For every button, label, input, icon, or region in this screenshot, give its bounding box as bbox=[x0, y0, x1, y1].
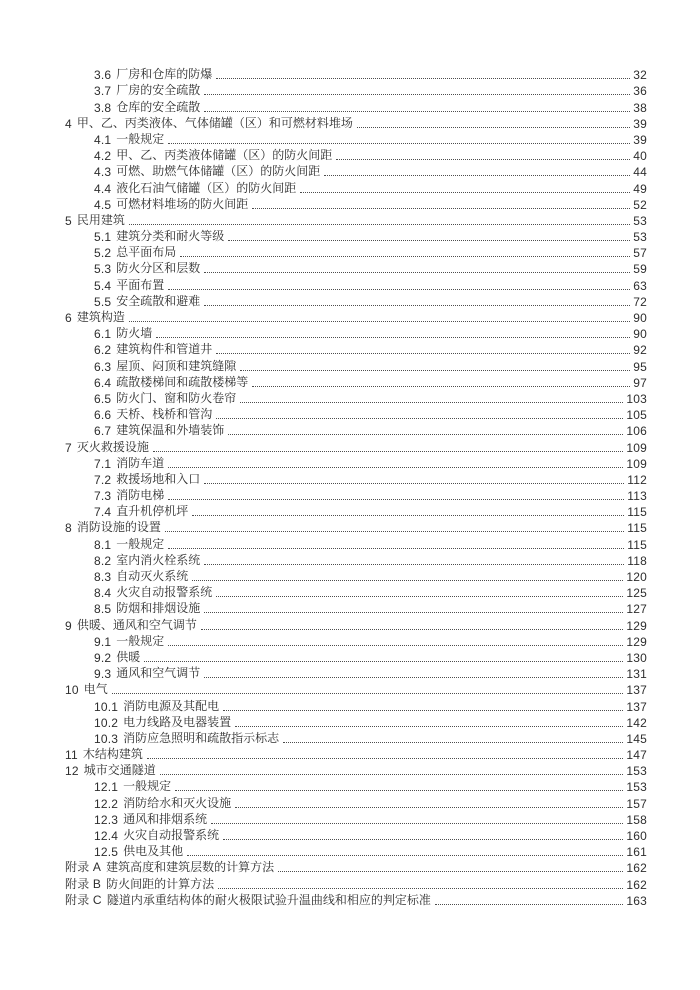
toc-entry bbox=[0, 568, 700, 584]
toc-entry bbox=[0, 471, 700, 487]
toc-entry-number: 8.2 bbox=[94, 553, 112, 568]
toc-entry-page-number: 113 bbox=[627, 489, 647, 504]
dotted-leader bbox=[235, 726, 623, 727]
toc-entry-page-number: 53 bbox=[633, 213, 647, 228]
toc-entry bbox=[0, 196, 700, 212]
toc-entry bbox=[0, 82, 700, 98]
toc-entry-title: 供电及其他 bbox=[123, 844, 184, 859]
toc-entry-number: 4 bbox=[65, 116, 72, 131]
dotted-leader bbox=[147, 758, 624, 759]
dotted-leader bbox=[278, 871, 623, 872]
dotted-leader bbox=[216, 353, 630, 354]
toc-entry-page-number: 142 bbox=[626, 715, 647, 730]
toc-entry-page-number: 39 bbox=[633, 132, 647, 147]
toc-entry-title: 电力线路及电器装置 bbox=[123, 714, 232, 729]
toc-entry bbox=[0, 276, 700, 292]
toc-entry-page-number: 53 bbox=[633, 230, 647, 245]
toc-entry bbox=[0, 811, 700, 827]
toc-entry-number: 5.3 bbox=[94, 262, 112, 277]
toc-entry-title: 厂房和仓库的防爆 bbox=[116, 67, 213, 82]
toc-entry-number: 10 bbox=[65, 683, 79, 698]
toc-entry-number: 10.2 bbox=[94, 715, 119, 730]
toc-entry-page-number: 112 bbox=[627, 472, 647, 487]
dotted-leader bbox=[240, 402, 623, 403]
toc-entry-title: 隧道内承重结构体的耐火极限试验升温曲线和相应的判定标准 bbox=[106, 892, 431, 907]
toc-entry-title: 消防设施的设置 bbox=[76, 520, 161, 535]
dotted-leader bbox=[216, 596, 623, 597]
toc-entry bbox=[0, 228, 700, 244]
dotted-leader bbox=[129, 321, 630, 322]
toc-entry-number: 4.1 bbox=[94, 132, 112, 147]
dotted-leader bbox=[175, 790, 623, 791]
toc-entry-number: 6.1 bbox=[94, 327, 112, 342]
toc-entry-page-number: 147 bbox=[626, 748, 647, 763]
toc-entry-number: 7.3 bbox=[94, 489, 112, 504]
toc-entry-page-number: 127 bbox=[626, 602, 647, 617]
toc-entry-page-number: 161 bbox=[626, 845, 647, 860]
toc-entry bbox=[0, 66, 700, 82]
dotted-leader bbox=[187, 855, 623, 856]
toc-entry-title: 天桥、栈桥和管沟 bbox=[116, 407, 213, 422]
dotted-leader bbox=[223, 710, 623, 711]
dotted-leader bbox=[283, 742, 623, 743]
toc-entry-number: 6.2 bbox=[94, 343, 112, 358]
toc-entry-page-number: 109 bbox=[626, 440, 647, 455]
toc-entry-number: 6.6 bbox=[94, 408, 112, 423]
toc-entry-number: 8.4 bbox=[94, 586, 112, 601]
toc-entry-number: 7.2 bbox=[94, 472, 112, 487]
toc-entry-title: 建筑构造 bbox=[76, 310, 125, 324]
toc-entry bbox=[0, 778, 700, 794]
toc-entry-title: 直升机停机坪 bbox=[116, 504, 189, 519]
toc-entry-title: 可燃材料堆场的防火间距 bbox=[116, 196, 249, 211]
dotted-leader bbox=[204, 612, 623, 613]
toc-entry-page-number: 115 bbox=[627, 521, 647, 536]
toc-entry bbox=[0, 260, 700, 276]
toc-entry-number: 8.1 bbox=[94, 537, 112, 552]
toc-entry bbox=[0, 730, 700, 746]
toc-entry bbox=[0, 827, 700, 843]
toc-entry-title: 一般规定 bbox=[116, 633, 165, 648]
toc-entry-page-number: 130 bbox=[626, 650, 647, 665]
toc-entry-page-number: 49 bbox=[633, 181, 647, 196]
toc-entry-title: 通风和排烟系统 bbox=[123, 811, 208, 826]
toc-entry bbox=[0, 552, 700, 568]
toc-entry-title: 一般规定 bbox=[116, 536, 165, 551]
dotted-leader bbox=[156, 337, 630, 338]
dotted-leader bbox=[211, 823, 623, 824]
toc-entry-number: 12.5 bbox=[94, 845, 119, 860]
toc-entry-title: 木结构建筑 bbox=[82, 747, 143, 762]
toc-entry-page-number: 63 bbox=[633, 278, 647, 293]
toc-entry-title: 建筑高度和建筑层数的计算方法 bbox=[106, 860, 275, 875]
toc-entry-title: 通风和空气调节 bbox=[116, 666, 201, 681]
toc-entry-page-number: 153 bbox=[626, 764, 647, 779]
toc-entry bbox=[0, 293, 700, 309]
dotted-leader bbox=[204, 272, 630, 273]
toc-entry bbox=[0, 115, 700, 131]
dotted-leader bbox=[216, 418, 623, 419]
toc-entry-title: 消防电源及其配电 bbox=[123, 698, 220, 713]
dotted-leader bbox=[204, 305, 630, 306]
toc-entry bbox=[0, 681, 700, 697]
toc-entry-number: 12.1 bbox=[94, 780, 119, 795]
toc-entry-title: 安全疏散和避难 bbox=[116, 293, 201, 308]
toc-entry-title: 液化石油气储罐（区）的防火间距 bbox=[116, 180, 297, 195]
toc-entry-title: 防烟和排烟设施 bbox=[116, 601, 201, 616]
toc-entry bbox=[0, 244, 700, 260]
toc-entry-title: 消防给水和灭火设施 bbox=[123, 795, 232, 810]
toc-entry-number: 5 bbox=[65, 213, 72, 228]
toc-entry bbox=[0, 859, 700, 875]
toc-entry-number: 8.3 bbox=[94, 570, 112, 584]
toc-entry-number: 9.2 bbox=[94, 650, 112, 665]
dotted-leader bbox=[168, 645, 623, 646]
dotted-leader bbox=[300, 192, 630, 193]
toc-entry-title: 防火门、窗和防火卷帘 bbox=[116, 390, 237, 405]
toc-entry-page-number: 39 bbox=[633, 116, 647, 131]
toc-entry bbox=[0, 163, 700, 179]
toc-entry-number: 6.5 bbox=[94, 391, 112, 406]
toc-entry-page-number: 105 bbox=[626, 408, 647, 423]
dotted-leader bbox=[168, 289, 630, 290]
toc-entry-page-number: 38 bbox=[633, 100, 647, 115]
toc-entry bbox=[0, 714, 700, 730]
toc-entry-page-number: 106 bbox=[626, 424, 647, 439]
toc-entry bbox=[0, 309, 700, 325]
toc-entry-title: 室内消火栓系统 bbox=[116, 552, 201, 567]
toc-entry-number: 附录 A bbox=[65, 860, 102, 875]
toc-entry-title: 仓库的安全疏散 bbox=[116, 99, 201, 114]
toc-entry-title: 灭火救援设施 bbox=[76, 439, 149, 454]
dotted-leader bbox=[168, 548, 624, 549]
toc-entry-page-number: 72 bbox=[633, 294, 647, 309]
dotted-leader bbox=[204, 677, 623, 678]
toc-entry-title: 疏散楼梯间和疏散楼梯等 bbox=[116, 374, 249, 389]
toc-entry-title: 一般规定 bbox=[116, 131, 165, 146]
toc-entry-page-number: 115 bbox=[627, 537, 647, 552]
dotted-leader bbox=[168, 143, 630, 144]
dotted-leader bbox=[165, 531, 624, 532]
dotted-leader bbox=[168, 499, 624, 500]
toc-entry-page-number: 52 bbox=[633, 197, 647, 212]
toc-entry bbox=[0, 892, 700, 908]
toc-entry bbox=[0, 649, 700, 665]
toc-entry-page-number: 90 bbox=[633, 311, 647, 325]
toc-entry bbox=[0, 179, 700, 195]
toc-entry-page-number: 103 bbox=[626, 391, 647, 406]
toc-entry-title: 平面布置 bbox=[116, 277, 165, 292]
dotted-leader bbox=[252, 386, 630, 387]
toc-entry-number: 12.3 bbox=[94, 812, 119, 827]
toc-entry-number: 10.3 bbox=[94, 731, 119, 746]
toc-entry-page-number: 153 bbox=[626, 780, 647, 795]
toc-entry bbox=[0, 633, 700, 649]
toc-entry bbox=[0, 212, 700, 228]
toc-entry bbox=[0, 762, 700, 778]
toc-entry-page-number: 162 bbox=[626, 877, 647, 892]
toc-entry bbox=[0, 697, 700, 713]
toc-entry bbox=[0, 600, 700, 616]
toc-entry-page-number: 44 bbox=[633, 165, 647, 180]
toc-entry-page-number: 125 bbox=[626, 586, 647, 601]
toc-entry-title: 城市交通隧道 bbox=[83, 763, 156, 778]
toc-entry-number: 6.3 bbox=[94, 359, 112, 374]
toc-entry-number: 9.3 bbox=[94, 667, 112, 682]
toc-entry-number: 5.1 bbox=[94, 230, 112, 245]
toc-entry-number: 8.5 bbox=[94, 602, 112, 617]
toc-entry-page-number: 120 bbox=[626, 570, 647, 584]
toc-entry-page-number: 129 bbox=[626, 618, 647, 633]
dotted-leader bbox=[336, 159, 630, 160]
toc-entry bbox=[0, 665, 700, 681]
dotted-leader bbox=[168, 467, 623, 468]
toc-entry bbox=[0, 98, 700, 114]
dotted-leader bbox=[228, 240, 630, 241]
toc-entry-title: 防火间距的计算方法 bbox=[106, 876, 215, 891]
toc-entry-title: 总平面布局 bbox=[116, 245, 177, 260]
toc-entry-number: 9.1 bbox=[94, 634, 112, 649]
dotted-leader bbox=[204, 483, 624, 484]
toc-entry-number: 3.6 bbox=[94, 68, 112, 83]
dotted-leader bbox=[204, 94, 630, 95]
toc-entry-number: 4.4 bbox=[94, 181, 112, 196]
toc-entry-number: 4.2 bbox=[94, 149, 112, 164]
dotted-leader bbox=[324, 175, 630, 176]
toc-entry-number: 12.2 bbox=[94, 796, 119, 811]
dotted-leader bbox=[112, 693, 624, 694]
toc-entry bbox=[0, 487, 700, 503]
toc-entry-number: 4.5 bbox=[94, 197, 112, 212]
toc-entry bbox=[0, 341, 700, 357]
toc-entry-page-number: 95 bbox=[633, 359, 647, 374]
toc-entry-number: 6.4 bbox=[94, 375, 112, 390]
toc-entry-number: 附录 B bbox=[65, 876, 102, 891]
toc-entry-page-number: 40 bbox=[633, 149, 647, 164]
toc-entry bbox=[0, 131, 700, 147]
toc-entry-page-number: 115 bbox=[627, 505, 647, 520]
toc-entry-number: 6 bbox=[65, 311, 72, 325]
toc-entry-number: 9 bbox=[65, 618, 72, 633]
toc-entry bbox=[0, 390, 700, 406]
toc-entry-title: 屋顶、闷顶和建筑缝隙 bbox=[116, 358, 237, 373]
dotted-leader bbox=[192, 580, 623, 581]
dotted-leader bbox=[204, 564, 624, 565]
toc-entry-title: 防火墙 bbox=[116, 326, 153, 341]
toc-entry-number: 7 bbox=[65, 440, 72, 455]
toc-entry-page-number: 59 bbox=[633, 262, 647, 277]
dotted-leader bbox=[160, 774, 624, 775]
toc-entry-title: 防火分区和层数 bbox=[116, 261, 201, 276]
toc-entry-page-number: 145 bbox=[626, 731, 647, 746]
dotted-leader bbox=[252, 208, 630, 209]
toc-entry-number: 5.5 bbox=[94, 294, 112, 309]
dotted-leader bbox=[435, 904, 624, 905]
toc-entry-number: 3.7 bbox=[94, 84, 112, 99]
toc-entry-number: 10.1 bbox=[94, 699, 119, 714]
dotted-leader bbox=[216, 78, 630, 79]
toc-entry-page-number: 160 bbox=[626, 829, 647, 843]
toc-entry-title: 供暖 bbox=[116, 649, 141, 664]
dotted-leader bbox=[204, 111, 630, 112]
dotted-leader bbox=[235, 807, 623, 808]
toc-entry bbox=[0, 519, 700, 535]
toc-entry bbox=[0, 843, 700, 859]
toc-entry-page-number: 162 bbox=[626, 861, 647, 876]
toc-entry-number: 8 bbox=[65, 521, 72, 536]
toc-entry bbox=[0, 616, 700, 632]
dotted-leader bbox=[144, 661, 623, 662]
toc-entry-page-number: 97 bbox=[633, 375, 647, 390]
toc-entry-number: 7.1 bbox=[94, 456, 112, 471]
toc-entry-title: 救援场地和入口 bbox=[116, 471, 201, 486]
dotted-leader bbox=[129, 224, 630, 225]
dotted-leader bbox=[228, 434, 623, 435]
toc-entry-title: 一般规定 bbox=[123, 779, 172, 794]
dotted-leader bbox=[201, 629, 623, 630]
toc-entry bbox=[0, 875, 700, 891]
toc-entry-page-number: 90 bbox=[633, 327, 647, 342]
toc-entry-title: 供暖、通风和空气调节 bbox=[76, 617, 197, 632]
toc-entry-title: 建筑构件和管道井 bbox=[116, 342, 213, 357]
toc-entry-number: 11 bbox=[65, 748, 78, 763]
toc-entry-title: 建筑分类和耐火等级 bbox=[116, 229, 225, 244]
toc-entry bbox=[0, 584, 700, 600]
toc-entry-page-number: 118 bbox=[627, 553, 647, 568]
dotted-leader bbox=[192, 515, 624, 516]
toc-entry-page-number: 137 bbox=[626, 699, 647, 714]
dotted-leader bbox=[240, 370, 630, 371]
toc-entry-page-number: 109 bbox=[626, 456, 647, 471]
toc-entry-title: 消防电梯 bbox=[116, 488, 165, 503]
toc-entry-title: 自动灭火系统 bbox=[116, 569, 189, 583]
dotted-leader bbox=[357, 127, 630, 128]
toc-entry-page-number: 129 bbox=[626, 634, 647, 649]
toc-entry-title: 厂房的安全疏散 bbox=[116, 83, 201, 98]
dotted-leader bbox=[153, 451, 623, 452]
toc-entry-page-number: 131 bbox=[626, 667, 647, 682]
toc-entry-title: 消防车道 bbox=[116, 455, 165, 470]
toc-entry bbox=[0, 503, 700, 519]
toc-entry-number: 12 bbox=[65, 764, 79, 779]
toc-entry-page-number: 163 bbox=[626, 893, 647, 908]
toc-entry-number: 附录 C bbox=[65, 892, 102, 907]
toc-entry bbox=[0, 746, 700, 762]
toc-entry-number: 7.4 bbox=[94, 505, 112, 520]
toc-entry-title: 消防应急照明和疏散指示标志 bbox=[123, 730, 280, 745]
toc-entry-page-number: 137 bbox=[626, 683, 647, 698]
toc-entry-title: 民用建筑 bbox=[76, 212, 125, 227]
toc-entry-title: 电气 bbox=[83, 682, 108, 697]
toc-entry bbox=[0, 325, 700, 341]
dotted-leader bbox=[180, 256, 630, 257]
toc-entry-title: 甲、乙、丙类液体储罐（区）的防火间距 bbox=[116, 148, 333, 163]
toc-entry bbox=[0, 374, 700, 390]
toc-entry-page-number: 157 bbox=[626, 796, 647, 811]
toc-entry-page-number: 158 bbox=[626, 812, 647, 827]
table-of-contents bbox=[0, 66, 700, 908]
dotted-leader bbox=[223, 839, 623, 840]
toc-entry-number: 12.4 bbox=[94, 829, 119, 843]
toc-entry-title: 火灾自动报警系统 bbox=[123, 828, 220, 842]
toc-entry-number: 5.2 bbox=[94, 246, 112, 261]
toc-entry bbox=[0, 438, 700, 454]
toc-entry-number: 4.3 bbox=[94, 165, 112, 180]
toc-entry bbox=[0, 422, 700, 438]
dotted-leader bbox=[218, 888, 623, 889]
toc-entry-title: 可燃、助燃气体储罐（区）的防火间距 bbox=[116, 164, 321, 179]
toc-entry bbox=[0, 794, 700, 810]
toc-entry bbox=[0, 147, 700, 163]
toc-entry-page-number: 57 bbox=[633, 246, 647, 261]
toc-entry-title: 甲、乙、丙类液体、气体储罐（区）和可燃材料堆场 bbox=[76, 115, 353, 130]
toc-entry-title: 火灾自动报警系统 bbox=[116, 585, 213, 600]
toc-entry bbox=[0, 455, 700, 471]
toc-entry-page-number: 32 bbox=[633, 68, 647, 83]
toc-entry-number: 3.8 bbox=[94, 100, 112, 115]
toc-entry-number: 5.4 bbox=[94, 278, 112, 293]
toc-entry bbox=[0, 406, 700, 422]
toc-entry bbox=[0, 357, 700, 373]
toc-entry-page-number: 92 bbox=[633, 343, 647, 358]
toc-entry-page-number: 36 bbox=[633, 84, 647, 99]
toc-entry-title: 建筑保温和外墙装饰 bbox=[116, 423, 225, 438]
toc-entry-number: 6.7 bbox=[94, 424, 112, 439]
toc-entry bbox=[0, 535, 700, 551]
